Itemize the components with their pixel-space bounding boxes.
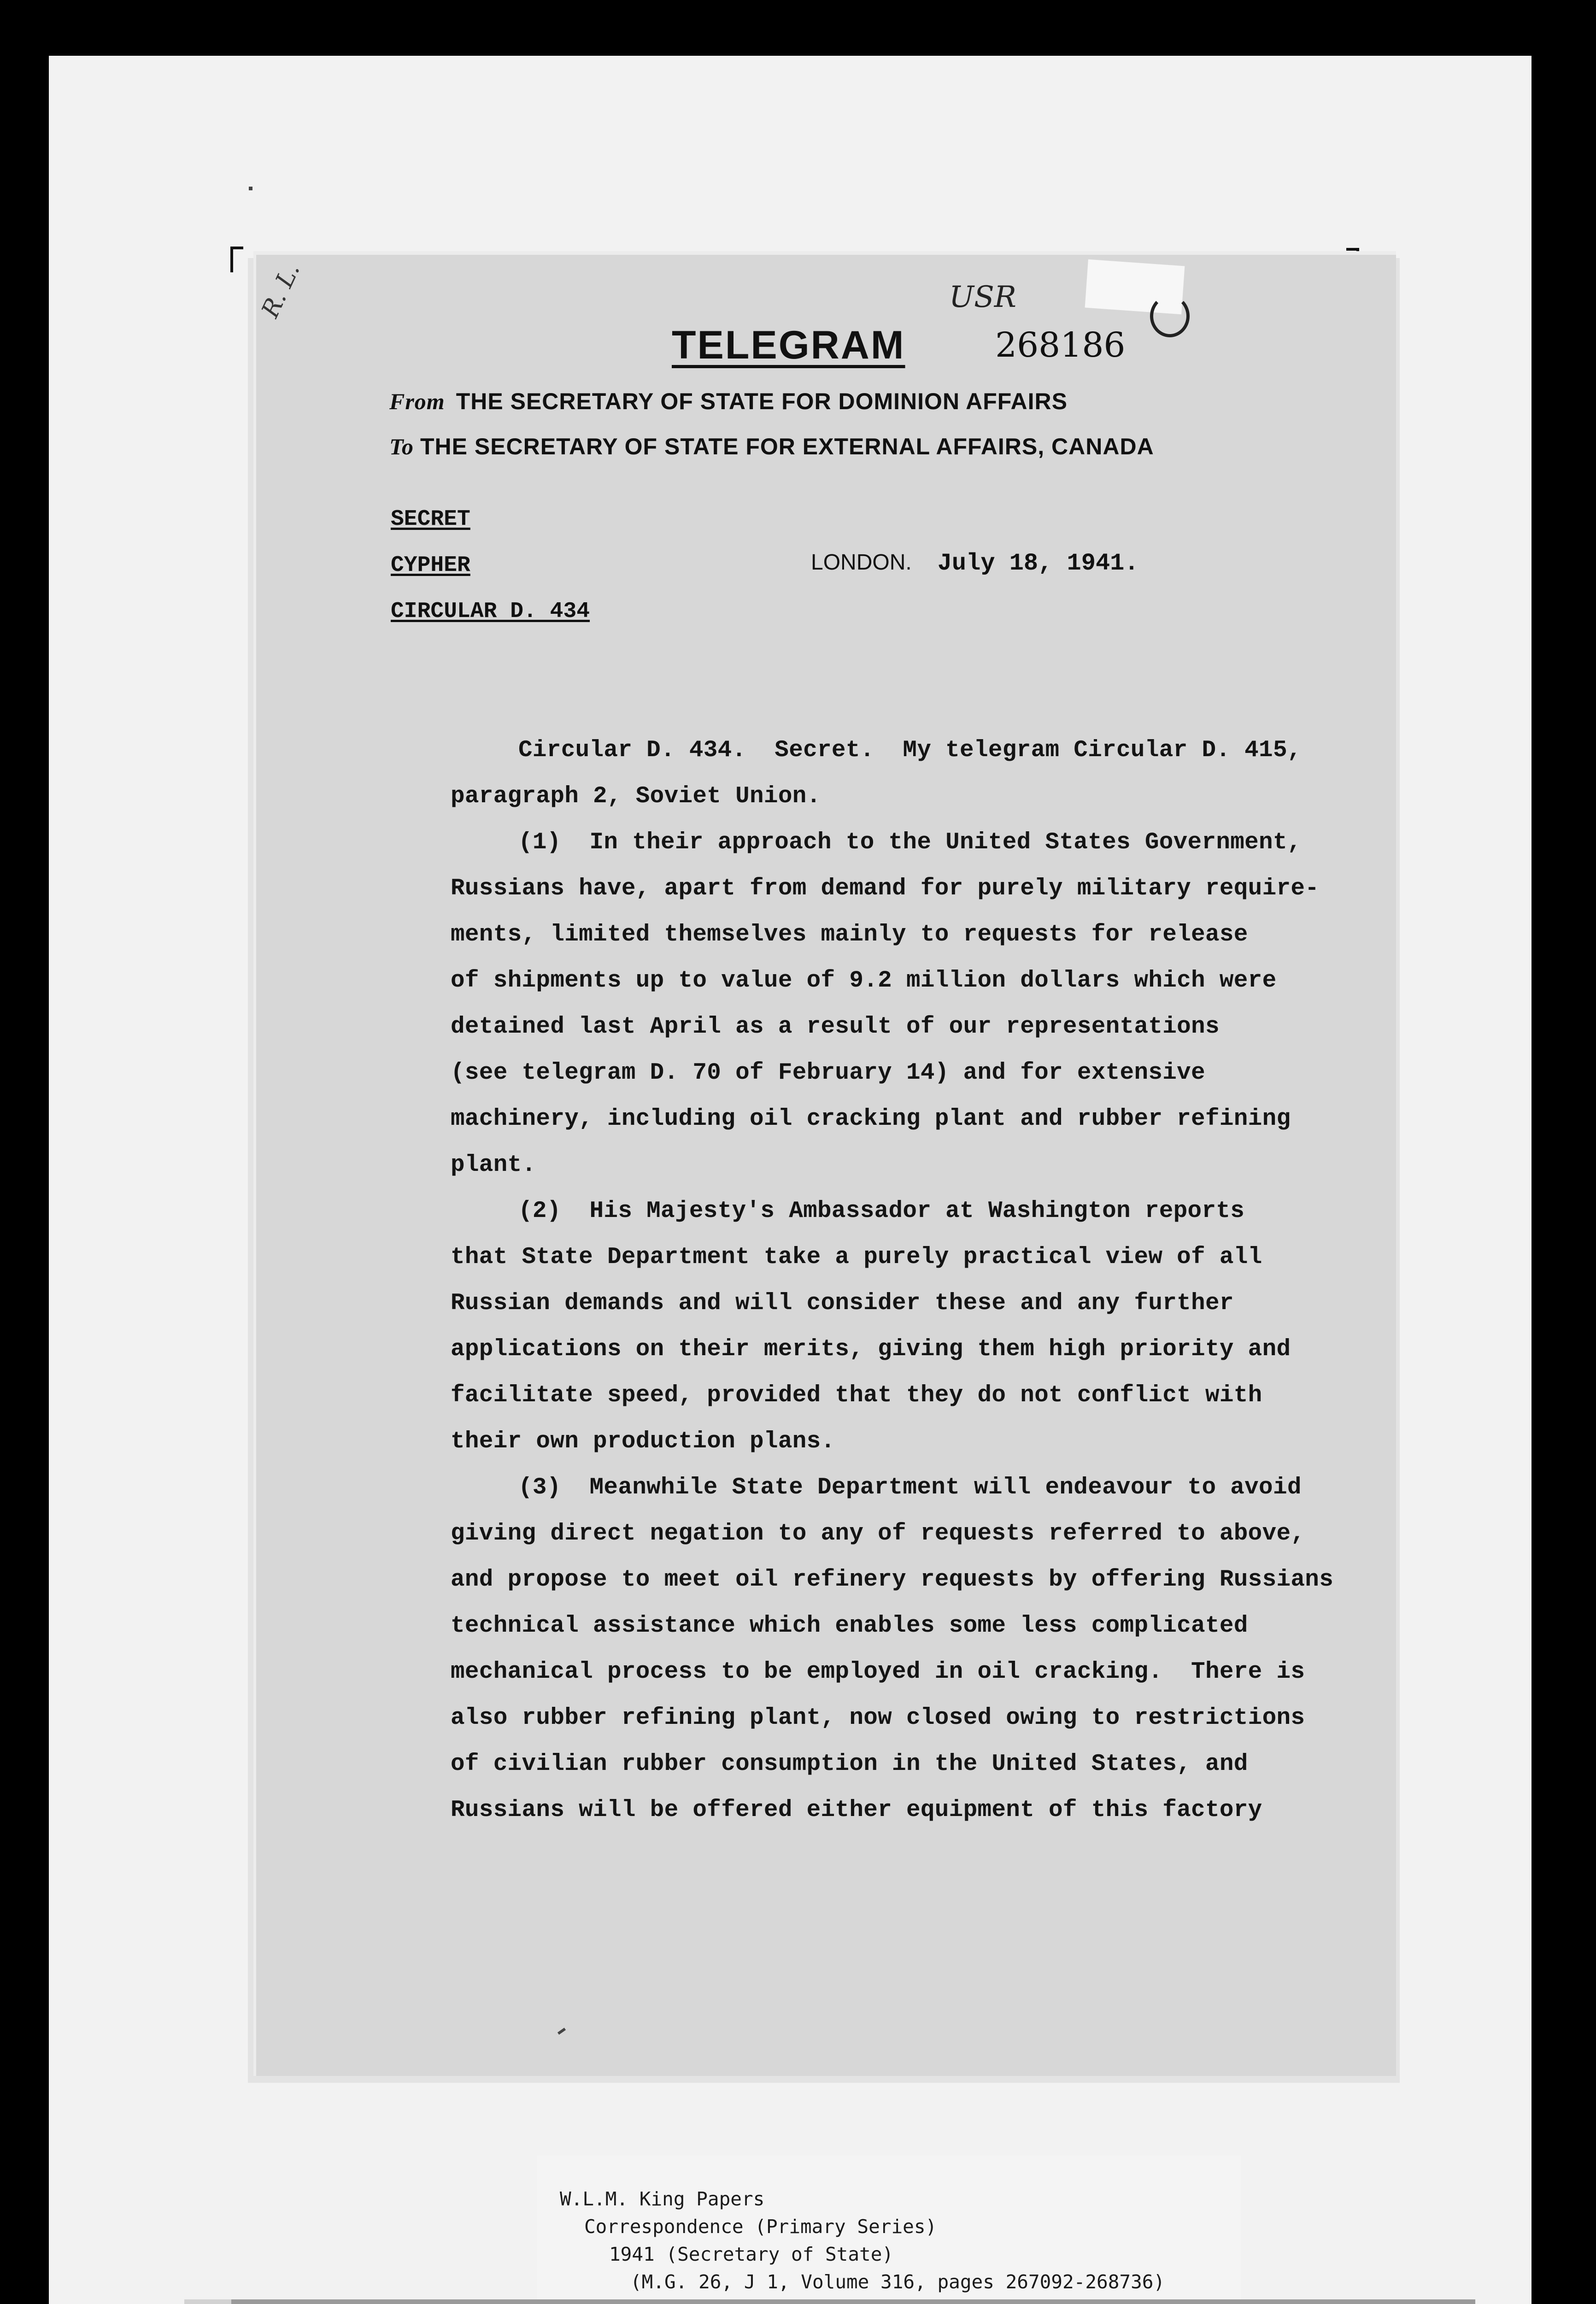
crop-mark-top-left — [230, 247, 243, 272]
telegram-number: 268186 — [995, 325, 1126, 365]
body-line: that State Department take a purely practical view of all — [451, 1244, 1262, 1270]
body-line: plant. — [451, 1152, 536, 1178]
body-line: giving direct negation to any of requests referred to above, — [451, 1521, 1305, 1547]
body-line: ments, limited themselves mainly to requests for release — [451, 922, 1248, 948]
body-line: applications on their merits, giving them high priority and — [451, 1336, 1291, 1363]
place-date — [811, 550, 1139, 577]
pencil-circle-mark — [1150, 295, 1190, 337]
index-label-line: (M.G. 26, J 1, Volume 316, pages 267092-268736) — [630, 2271, 1165, 2293]
from-text: THE SECRETARY OF STATE FOR DOMINION AFFAIRS — [456, 388, 1068, 414]
archives-stamp — [231, 2299, 1475, 2304]
body-line: Russians will be offered either equipment of this factory — [451, 1797, 1262, 1823]
place: LONDON. — [811, 550, 912, 575]
to-label: To — [389, 434, 414, 459]
from-label: From — [389, 388, 445, 414]
index-label-line: W.L.M. King Papers — [560, 2188, 765, 2210]
circular-reference: CIRCULAR D. 434 — [391, 599, 590, 624]
body-line: mechanical process to be employed in oil cracking. There is — [451, 1659, 1305, 1685]
body-line: of shipments up to value of 9.2 million dollars which were — [451, 968, 1277, 994]
body-line: (3) Meanwhile State Department will endeavour to avoid — [518, 1475, 1302, 1501]
telegram-title: TELEGRAM — [672, 323, 905, 367]
body-line: and propose to meet oil refinery requests by offering Russians — [451, 1567, 1334, 1593]
body-line: Russian demands and will consider these and any further — [451, 1290, 1234, 1317]
body-line: machinery, including oil cracking plant and rubber refining — [451, 1106, 1291, 1132]
transmission-cypher: CYPHER — [391, 553, 470, 578]
body-line: detained last April as a result of our representations — [451, 1014, 1220, 1040]
to-line — [389, 433, 1154, 460]
body-line: Circular D. 434. Secret. My telegram Circular D. 415, — [518, 737, 1302, 764]
body-line: their own production plans. — [451, 1428, 835, 1455]
body-line: paragraph 2, Soviet Union. — [451, 783, 821, 810]
body-line: (2) His Majesty's Ambassador at Washington reports — [518, 1198, 1245, 1224]
corner-handwriting: R. L. — [256, 259, 305, 322]
body-line: (see telegram D. 70 of February 14) and for extensive — [451, 1060, 1205, 1086]
date: July 18, 1941. — [937, 550, 1139, 577]
body-line: Russians have, apart from demand for purely military require- — [451, 876, 1320, 902]
dust-speck — [249, 187, 252, 190]
from-line — [389, 388, 1068, 415]
handwritten-note: USR — [949, 280, 1016, 314]
index-label-line: 1941 (Secretary of State) — [609, 2243, 894, 2265]
body-line: also rubber refining plant, now closed owing to restrictions — [451, 1705, 1305, 1731]
body-line: facilitate speed, provided that they do not conflict with — [451, 1382, 1262, 1409]
body-line: of civilian rubber consumption in the United States, and — [451, 1751, 1248, 1777]
classification-secret: SECRET — [391, 507, 470, 532]
to-text: THE SECRETARY OF STATE FOR EXTERNAL AFFAIRS, CANADA — [420, 434, 1154, 459]
body-line: (1) In their approach to the United States Government, — [518, 829, 1302, 856]
index-label-line: Correspondence (Primary Series) — [584, 2216, 937, 2238]
body-line: technical assistance which enables some less complicated — [451, 1613, 1248, 1639]
